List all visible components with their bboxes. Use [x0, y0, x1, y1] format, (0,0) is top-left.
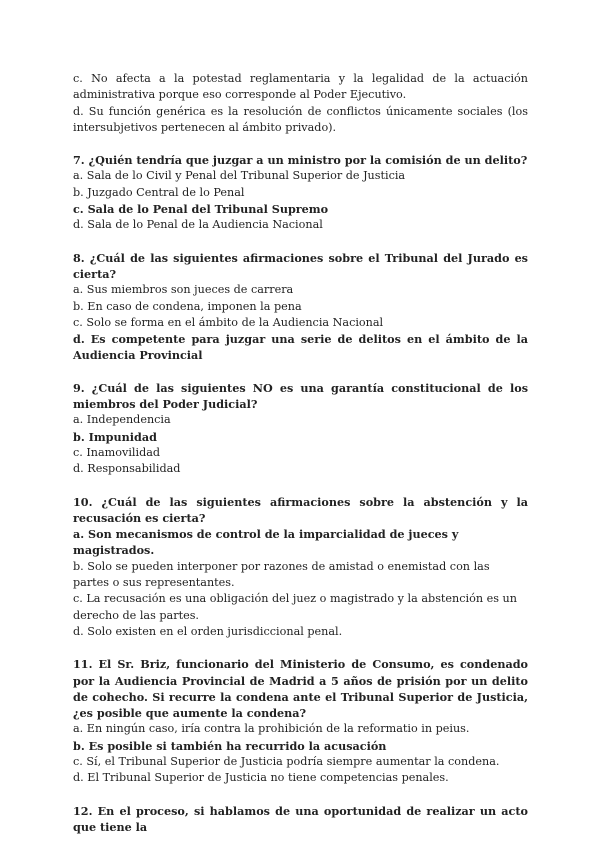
intro-option-d: d. Su función genérica es la resolución de conflictos únicamente sociales (los intersubjetivos pertenecen al ámbito privado).	[73, 104, 528, 134]
question-12	[73, 803, 528, 836]
question-9	[73, 380, 528, 478]
question-8	[73, 250, 528, 364]
option-d-correct: d. Es competente para juzgar una serie de delitos en el ámbito de la Audiencia Provincial	[73, 332, 528, 363]
option-c: c. Inamovilidad	[73, 445, 161, 459]
option-b: b. Solo se pueden interponer por razones de amistad o enemistad con las partes o sus representantes.	[73, 559, 490, 590]
question-10	[73, 494, 528, 641]
option-c: c. Sí, el Tribunal Superior de Justicia podría siempre aumentar la condena.	[73, 754, 500, 768]
option-c: c. Solo se forma en el ámbito de la Audiencia Nacional	[73, 315, 384, 329]
option-d: d. El Tribunal Superior de Justicia no tiene competencias penales.	[73, 771, 449, 785]
option-d: d. Responsabilidad	[73, 462, 181, 476]
option-b: b. Juzgado Central de lo Penal	[73, 185, 245, 199]
question-7	[73, 152, 528, 233]
question-11	[73, 656, 528, 786]
option-a: a. Sala de lo Civil y Penal del Tribunal Superior de Justicia	[73, 169, 406, 183]
document-page	[73, 71, 528, 851]
intro-block	[73, 71, 528, 136]
option-a: a. Independencia	[73, 413, 171, 427]
option-d: d. Solo existen en el orden jurisdiccional penal.	[73, 624, 343, 638]
option-a: a. En ningún caso, iría contra la prohibición de la reformatio in peius.	[73, 722, 470, 736]
question-text: 10. ¿Cuál de las siguientes afirmaciones sobre la abstención y la recusación es cierta?	[73, 494, 528, 525]
intro-option-c: c. No afecta a la potestad reglamentaria y la legalidad de la actuación administrativa porque eso corresponde al Poder Ejecutivo.	[73, 72, 528, 102]
option-b-correct: b. Impunidad	[73, 429, 157, 444]
option-c-correct: c. Sala de lo Penal del Tribunal Supremo	[73, 202, 329, 217]
option-b: b. En caso de condena, imponen la pena	[73, 299, 302, 313]
option-d: d. Sala de lo Penal de la Audiencia Nacional	[73, 218, 323, 232]
question-text: 11. El Sr. Briz, funcionario del Ministerio de Consumo, es condenado por la Audiencia Provincial de Madrid a 5 años de prisión por un delito de cohecho. Si recurre la condena ante el Tribunal Superior de Justicia, ¿es posible que aumente la condena?	[73, 657, 528, 721]
question-text: 9. ¿Cuál de las siguientes NO es una garantía constitucional de los miembros del Poder Judicial?	[73, 380, 528, 412]
question-text: 8. ¿Cuál de las siguientes afirmaciones sobre el Tribunal del Jurado es cierta?	[73, 250, 528, 281]
option-c: c. La recusación es una obligación del juez o magistrado y la abstención es un derecho de las partes.	[73, 592, 517, 622]
question-text: 7. ¿Quién tendría que juzgar a un ministro por la comisión de un delito?	[73, 153, 528, 168]
question-text: 12. En el proceso, si hablamos de una oportunidad de realizar un acto que tiene la	[73, 803, 528, 834]
option-a: a. Sus miembros son jueces de carrera	[73, 283, 294, 297]
option-b-correct: b. Es posible si también ha recurrido la acusación	[73, 738, 387, 753]
option-a-correct: a. Son mecanismos de control de la imparcialidad de jueces y magistrados.	[73, 527, 459, 558]
